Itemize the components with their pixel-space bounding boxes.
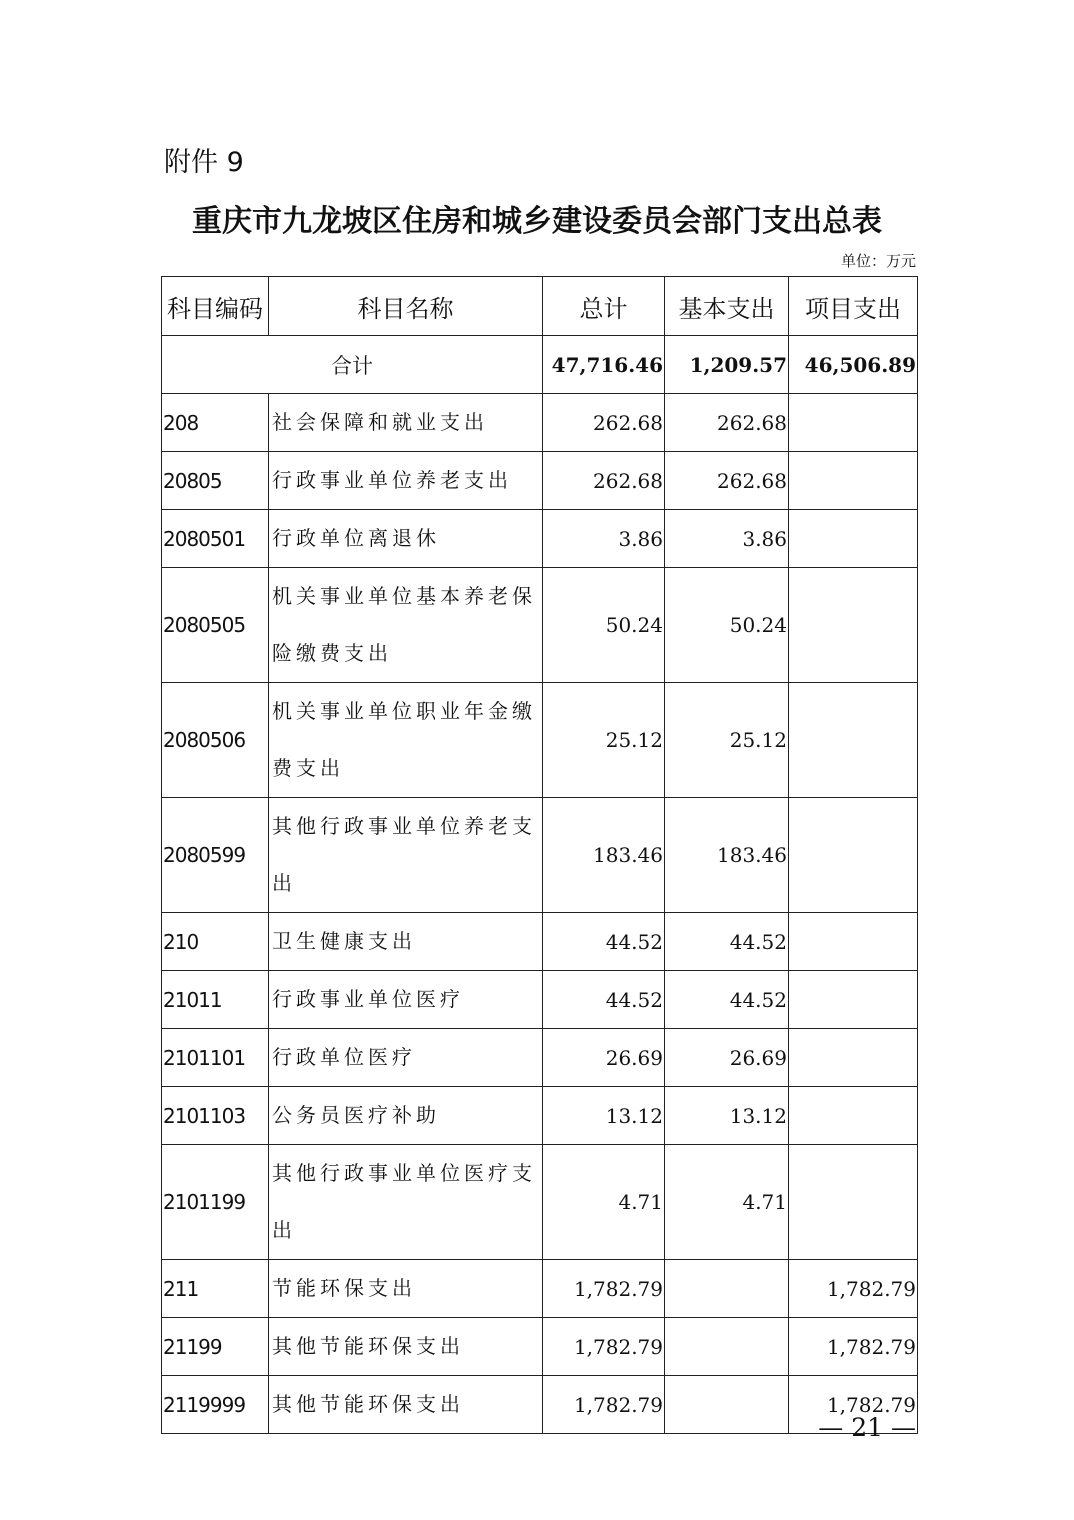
total-row (162, 336, 918, 394)
row-code: 211 (162, 1260, 269, 1318)
table-row (162, 913, 918, 971)
row-name: 机关事业单位职业年金缴费支出 (269, 683, 543, 798)
row-name: 机关事业单位基本养老保险缴费支出 (269, 568, 543, 683)
table-row (162, 1145, 918, 1260)
row-code: 2080599 (162, 798, 269, 913)
row-project (789, 510, 918, 568)
row-code: 2080501 (162, 510, 269, 568)
row-basic (665, 1376, 789, 1434)
table-row (162, 1318, 918, 1376)
row-code: 2101103 (162, 1087, 269, 1145)
row-basic: 4.71 (665, 1145, 789, 1260)
row-basic: 262.68 (665, 394, 789, 452)
total-basic: 1,209.57 (665, 336, 789, 394)
row-code: 210 (162, 913, 269, 971)
table-row (162, 568, 918, 683)
row-name: 其他行政事业单位医疗支出 (269, 1145, 543, 1260)
row-project (789, 452, 918, 510)
row-basic: 3.86 (665, 510, 789, 568)
row-total: 26.69 (543, 1029, 665, 1087)
row-total: 44.52 (543, 971, 665, 1029)
header-project: 项目支出 (789, 277, 918, 336)
row-name: 其他节能环保支出 (269, 1376, 543, 1434)
row-basic: 26.69 (665, 1029, 789, 1087)
row-name: 行政事业单位医疗 (269, 971, 543, 1029)
total-label: 合计 (162, 336, 543, 394)
row-name: 节能环保支出 (269, 1260, 543, 1318)
row-basic: 50.24 (665, 568, 789, 683)
total-total: 47,716.46 (543, 336, 665, 394)
row-basic (665, 1260, 789, 1318)
table-row (162, 510, 918, 568)
row-code: 2080506 (162, 683, 269, 798)
header-name: 科目名称 (269, 277, 543, 336)
table-row (162, 683, 918, 798)
header-total: 总计 (543, 277, 665, 336)
row-total: 262.68 (543, 452, 665, 510)
row-name: 社会保障和就业支出 (269, 394, 543, 452)
page-number: — 21 — (818, 1413, 916, 1442)
expenditure-table (161, 276, 918, 1434)
unit-label: 单位：万元 (840, 252, 916, 270)
row-name: 行政单位离退休 (269, 510, 543, 568)
table-row (162, 1260, 918, 1318)
row-project (789, 394, 918, 452)
table-row (162, 394, 918, 452)
row-total: 183.46 (543, 798, 665, 913)
row-name: 卫生健康支出 (269, 913, 543, 971)
row-project: 1,782.79 (789, 1318, 918, 1376)
row-total: 50.24 (543, 568, 665, 683)
row-project: 1,782.79 (789, 1376, 918, 1434)
row-project (789, 1087, 918, 1145)
row-total: 1,782.79 (543, 1376, 665, 1434)
row-code: 2101101 (162, 1029, 269, 1087)
row-basic: 183.46 (665, 798, 789, 913)
row-code: 2119999 (162, 1376, 269, 1434)
row-name: 行政单位医疗 (269, 1029, 543, 1087)
row-project: 1,782.79 (789, 1260, 918, 1318)
row-code: 208 (162, 394, 269, 452)
table-row (162, 1376, 918, 1434)
table-row (162, 1087, 918, 1145)
row-name: 行政事业单位养老支出 (269, 452, 543, 510)
row-project (789, 1145, 918, 1260)
row-basic: 44.52 (665, 913, 789, 971)
total-project: 46,506.89 (789, 336, 918, 394)
row-basic: 25.12 (665, 683, 789, 798)
row-basic: 44.52 (665, 971, 789, 1029)
row-code: 21199 (162, 1318, 269, 1376)
row-project (789, 798, 918, 913)
row-project (789, 568, 918, 683)
row-total: 262.68 (543, 394, 665, 452)
row-name: 其他节能环保支出 (269, 1318, 543, 1376)
row-total: 44.52 (543, 913, 665, 971)
annex-label: 附件 9 (164, 147, 244, 178)
table-row (162, 798, 918, 913)
document-title: 重庆市九龙坡区住房和城乡建设委员会部门支出总表 (192, 204, 882, 239)
row-project (789, 971, 918, 1029)
table-row (162, 452, 918, 510)
row-code: 20805 (162, 452, 269, 510)
row-total: 1,782.79 (543, 1260, 665, 1318)
row-total: 1,782.79 (543, 1318, 665, 1376)
row-project (789, 913, 918, 971)
row-project (789, 1029, 918, 1087)
row-code: 21011 (162, 971, 269, 1029)
row-total: 4.71 (543, 1145, 665, 1260)
row-name: 公务员医疗补助 (269, 1087, 543, 1145)
row-basic (665, 1318, 789, 1376)
row-basic: 13.12 (665, 1087, 789, 1145)
row-total: 3.86 (543, 510, 665, 568)
row-total: 25.12 (543, 683, 665, 798)
row-total: 13.12 (543, 1087, 665, 1145)
table-row (162, 971, 918, 1029)
row-basic: 262.68 (665, 452, 789, 510)
header-basic: 基本支出 (665, 277, 789, 336)
table-row (162, 1029, 918, 1087)
header-code: 科目编码 (162, 277, 269, 336)
row-code: 2080505 (162, 568, 269, 683)
row-project (789, 683, 918, 798)
row-code: 2101199 (162, 1145, 269, 1260)
row-name: 其他行政事业单位养老支出 (269, 798, 543, 913)
